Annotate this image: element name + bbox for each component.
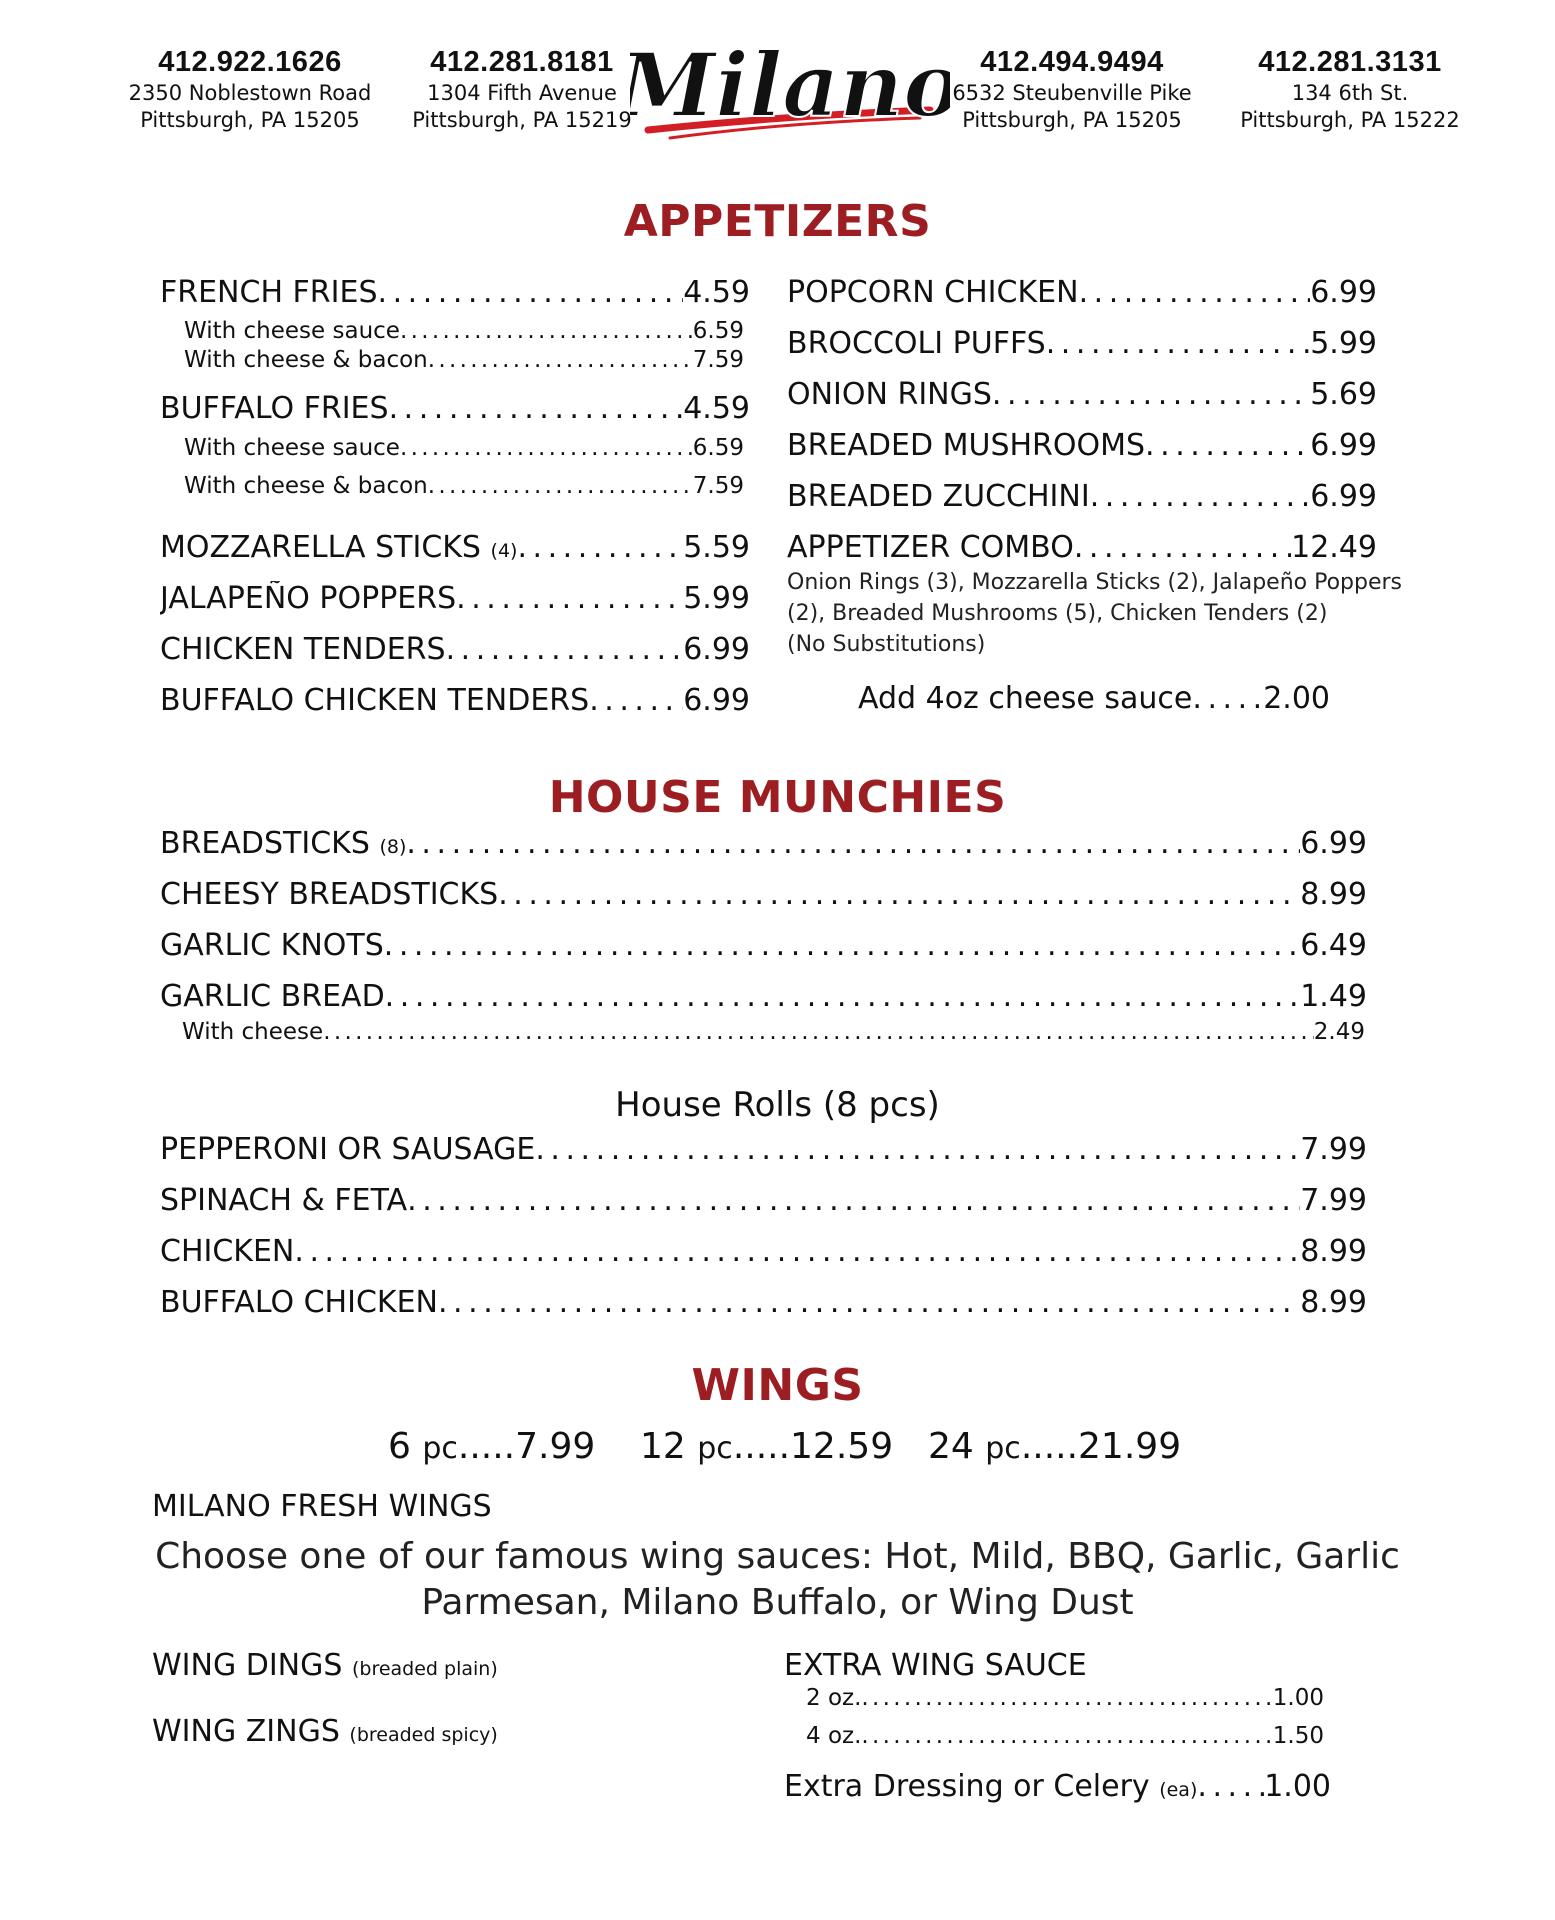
wing-price: 21.99 <box>1078 1426 1182 1467</box>
item-name: With cheese sauce <box>184 318 400 344</box>
location-street: 2350 Noblestown Road <box>128 81 372 106</box>
item-name: BREADED ZUCCHINI <box>787 479 1090 514</box>
item-price: 12.49 <box>1291 530 1377 565</box>
item-name: With cheese sauce <box>184 435 400 461</box>
item-price: 7.59 <box>692 473 744 499</box>
wing-price: 12.59 <box>790 1426 894 1467</box>
location-street: 1304 Fifth Avenue <box>427 81 617 106</box>
menu-item <box>160 530 750 570</box>
menu-sub-item <box>184 318 744 348</box>
extra-wing-sauce-title: EXTRA WING SAUCE <box>784 1648 1087 1683</box>
menu-item <box>160 683 750 723</box>
location-city: Pittsburgh, PA 15205 <box>140 107 360 132</box>
wing-count: 12 <box>640 1426 686 1467</box>
wing-price: 7.99 <box>515 1426 596 1467</box>
menu-item <box>160 928 1367 968</box>
item-name: 4 oz. <box>806 1723 862 1749</box>
item-name: With cheese & bacon <box>184 347 428 373</box>
wing-sauces-text <box>150 1534 1405 1626</box>
location-street: 134 6th St. <box>1291 81 1409 106</box>
item-price: 8.99 <box>1300 1234 1367 1269</box>
item-name: BUFFALO CHICKEN TENDERS <box>160 683 590 718</box>
house-rolls-title: House Rolls (8 pcs) <box>615 1085 940 1125</box>
menu-item <box>160 979 1367 1019</box>
item-price: 8.99 <box>1300 877 1367 912</box>
item-price: 6.49 <box>1300 928 1367 963</box>
wing-size-6: 6 pc.....7.99 <box>388 1426 596 1467</box>
item-name: Extra Dressing or Celery (ea) <box>784 1769 1198 1804</box>
item-price: 1.50 <box>1272 1723 1324 1749</box>
menu-item <box>787 275 1377 315</box>
item-name: JALAPEÑO POPPERS <box>160 581 457 616</box>
menu-item <box>160 877 1367 917</box>
item-name: CHEESY BREADSTICKS <box>160 877 499 912</box>
location-phone[interactable]: 412.281.8181 <box>430 46 614 78</box>
appetizers-title: APPETIZERS <box>623 196 932 247</box>
item-name: ONION RINGS <box>787 377 992 412</box>
item-name: WING ZINGS <box>152 1714 340 1749</box>
menu-item <box>160 826 1367 866</box>
wing-size-24: 24 pc.....21.99 <box>928 1426 1182 1467</box>
item-name: With cheese & bacon <box>184 473 428 499</box>
item-name: POPCORN CHICKEN <box>787 275 1079 310</box>
menu-item <box>787 377 1377 417</box>
menu-item <box>160 1285 1367 1325</box>
menu-item <box>160 1234 1367 1274</box>
combo-description <box>787 567 1402 660</box>
item-price: 6.99 <box>1310 428 1377 463</box>
addon-cheese-sauce <box>858 681 1330 721</box>
item-price: 5.59 <box>683 530 750 565</box>
wing-dings <box>152 1648 498 1683</box>
location-2 <box>372 44 672 133</box>
item-price: 7.99 <box>1300 1132 1367 1167</box>
item-name: GARLIC KNOTS <box>160 928 384 963</box>
item-price: 4.59 <box>683 275 750 310</box>
menu-sub-item <box>184 435 744 465</box>
menu-item <box>787 428 1377 468</box>
menu-item <box>160 275 750 315</box>
item-name: 2 oz. <box>806 1685 862 1711</box>
item-price: 4.59 <box>683 391 750 426</box>
combo-desc-line: (No Substitutions) <box>787 632 986 657</box>
wing-zings <box>152 1714 498 1749</box>
item-price: 5.99 <box>683 581 750 616</box>
item-price: 6.99 <box>1310 479 1377 514</box>
wing-unit: pc <box>697 1431 733 1466</box>
item-name: BREADED MUSHROOMS <box>787 428 1146 463</box>
combo-desc-line: Onion Rings (3), Mozzarella Sticks (2), Jalapeño Poppers <box>787 570 1403 595</box>
menu-sub-item <box>184 473 744 503</box>
item-name: SPINACH & FETA <box>160 1183 408 1218</box>
location-phone[interactable]: 412.922.1626 <box>158 46 342 78</box>
item-price: 6.99 <box>683 632 750 667</box>
item-price: 6.99 <box>683 683 750 718</box>
location-phone[interactable]: 412.281.3131 <box>1258 46 1442 78</box>
location-city: Pittsburgh, PA 15222 <box>1240 107 1460 132</box>
menu-item <box>160 581 750 621</box>
item-name: WING DINGS <box>152 1648 343 1683</box>
fresh-wings-title: MILANO FRESH WINGS <box>152 1489 492 1524</box>
item-name: CHICKEN <box>160 1234 295 1269</box>
location-city: Pittsburgh, PA 15205 <box>962 107 1182 132</box>
item-price: 2.49 <box>1313 1019 1365 1045</box>
item-name: GARLIC BREAD <box>160 979 385 1014</box>
item-price: 6.59 <box>692 435 744 461</box>
item-name: BROCCOLI PUFFS <box>787 326 1046 361</box>
item-name: BREADSTICKS (8) <box>160 826 407 861</box>
menu-item <box>160 1132 1367 1172</box>
item-note: (breaded plain) <box>351 1658 498 1680</box>
menu-item <box>160 1183 1367 1223</box>
item-name: FRENCH FRIES <box>160 275 378 310</box>
menu-item <box>160 632 750 672</box>
combo-desc-line: (2), Breaded Mushrooms (5), Chicken Tenders (2) <box>787 601 1328 626</box>
item-qty: (4) <box>490 540 518 562</box>
location-phone[interactable]: 412.494.9494 <box>980 46 1164 78</box>
wing-count: 6 <box>388 1426 411 1467</box>
menu-item <box>787 326 1377 366</box>
item-name: BUFFALO FRIES <box>160 391 389 426</box>
item-price: 1.49 <box>1300 979 1367 1014</box>
logo-graphic <box>630 18 950 168</box>
item-name: Add 4oz cheese sauce <box>858 681 1193 716</box>
item-name: PEPPERONI OR SAUSAGE <box>160 1132 536 1167</box>
item-qty: (8) <box>379 836 407 858</box>
item-price: 5.99 <box>1310 326 1377 361</box>
location-1 <box>100 44 400 133</box>
item-name: MOZZARELLA STICKS (4) <box>160 530 518 565</box>
location-3 <box>922 44 1222 133</box>
house-munchies-title: HOUSE MUNCHIES <box>548 772 1007 823</box>
item-price: 1.00 <box>1264 1769 1331 1804</box>
item-price: 1.00 <box>1272 1685 1324 1711</box>
item-price: 5.69 <box>1310 377 1377 412</box>
item-price: 2.00 <box>1263 681 1330 716</box>
item-name: APPETIZER COMBO <box>787 530 1074 565</box>
item-price: 7.59 <box>692 347 744 373</box>
item-name: CHICKEN TENDERS <box>160 632 446 667</box>
wing-count: 24 <box>928 1426 974 1467</box>
wing-unit: pc <box>422 1431 458 1466</box>
item-price: 7.99 <box>1300 1183 1367 1218</box>
menu-sub-item <box>182 1019 1365 1049</box>
menu-item <box>160 391 750 431</box>
logo-text: Milano <box>630 33 950 137</box>
wing-sauces-line: Parmesan, Milano Buffalo, or Wing Dust <box>421 1582 1134 1623</box>
menu-sub-item <box>806 1685 1324 1715</box>
location-street: 6532 Steubenville Pike <box>952 81 1192 106</box>
item-note: (breaded spicy) <box>349 1724 498 1746</box>
item-price: 6.99 <box>1300 826 1367 861</box>
wing-unit: pc <box>985 1431 1021 1466</box>
item-name: BUFFALO CHICKEN <box>160 1285 438 1320</box>
location-4 <box>1200 44 1500 133</box>
extra-dressing <box>784 1769 1331 1809</box>
item-price: 6.99 <box>1310 275 1377 310</box>
item-price: 8.99 <box>1300 1285 1367 1320</box>
wing-size-12: 12 pc.....12.59 <box>640 1426 894 1467</box>
wings-title: WINGS <box>691 1360 864 1411</box>
milano-logo <box>630 18 950 168</box>
menu-item <box>787 479 1377 519</box>
menu-sub-item <box>184 347 744 377</box>
wing-sauces-line: Choose one of our famous wing sauces: Hot, Mild, BBQ, Garlic, Garlic <box>155 1536 1400 1577</box>
location-city: Pittsburgh, PA 15219 <box>412 107 632 132</box>
menu-item <box>787 530 1377 570</box>
item-name: With cheese <box>182 1019 324 1045</box>
menu-sub-item <box>806 1723 1324 1753</box>
item-price: 6.59 <box>692 318 744 344</box>
item-qty: (ea) <box>1159 1779 1198 1801</box>
